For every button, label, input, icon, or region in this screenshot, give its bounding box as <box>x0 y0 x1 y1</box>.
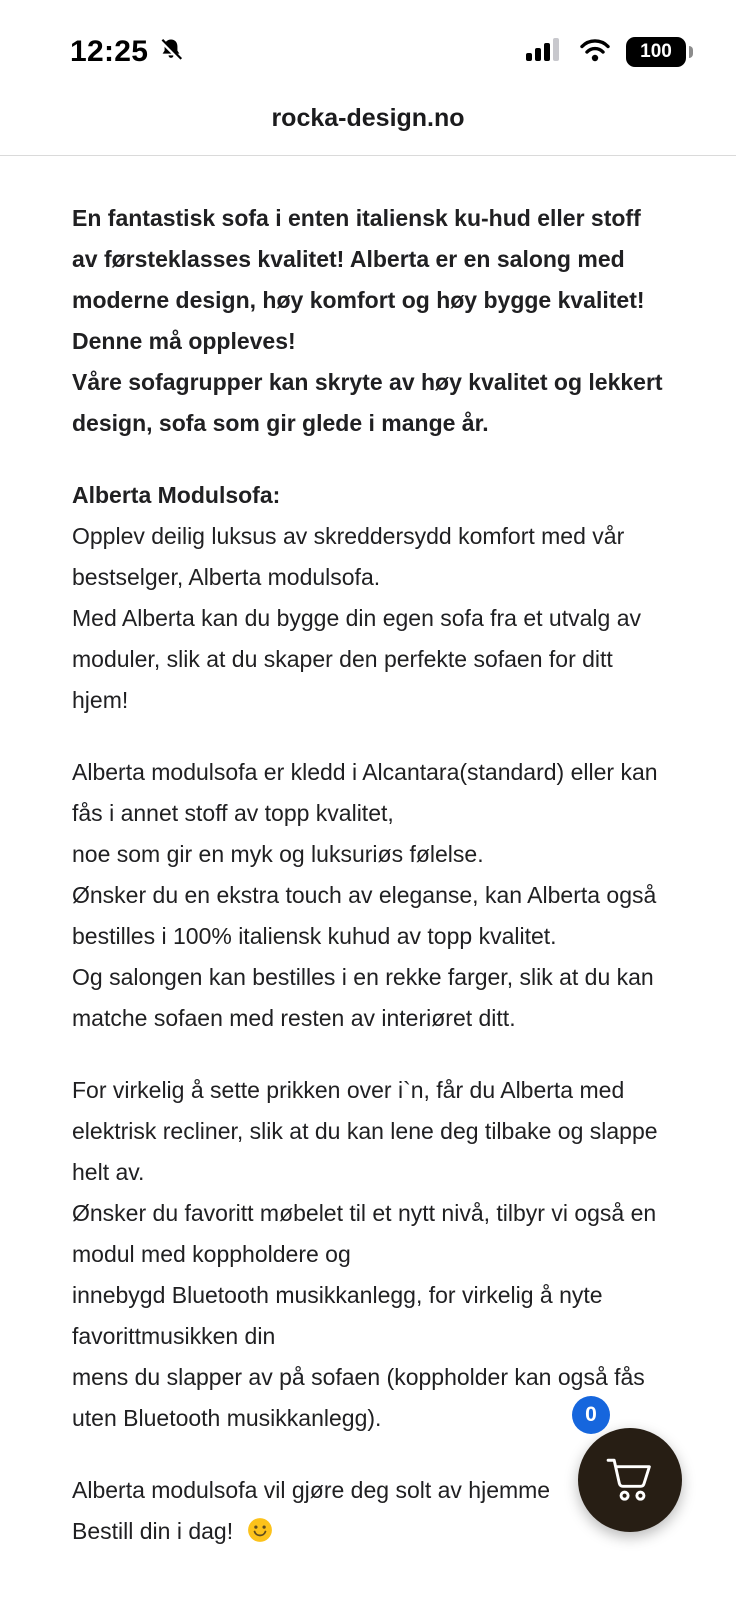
paragraph-line: Opplev deilig luksus av skreddersydd komfort med vår bestselger, Alberta modulsofa. <box>72 523 625 590</box>
closing-paragraph <box>72 1470 664 1556</box>
status-bar-right <box>526 37 686 68</box>
paragraph-line: Alberta modulsofa vil gjøre deg solt av hjemme <box>72 1477 551 1503</box>
cta-text: Bestill din i dag! <box>72 1518 234 1544</box>
paragraph-line: Med Alberta kan du bygge din egen sofa fra et utvalg av moduler, slik at du skaper den perfekte sofaen for ditt hjem! <box>72 605 641 713</box>
features-paragraph <box>72 1070 664 1439</box>
wifi-icon <box>578 37 612 68</box>
browser-title-bar <box>0 104 736 133</box>
paragraph-line: En fantastisk sofa i enten italiensk ku-hud eller stoff av førsteklasses kvalitet! Alberta er en salong med moderne design, høy komfort og høy bygge kvalitet! Denne må oppleves! <box>72 205 645 354</box>
materials-paragraph <box>72 752 664 1039</box>
paragraph-line: mens du slapper av på sofaen (koppholder kan også fås uten Bluetooth musikkanlegg). <box>72 1364 645 1431</box>
paragraph-line: noe som gir en myk og luksuriøs følelse. <box>72 841 484 867</box>
paragraph-line: Alberta modulsofa er kledd i Alcantara(standard) eller kan fås i annet stoff av topp kvalitet, <box>72 759 658 826</box>
header-divider <box>0 155 736 156</box>
clock: 12:25 <box>70 35 149 68</box>
paragraph-line: Og salongen kan bestilles i en rekke farger, slik at du kan matche sofaen med resten av interiøret ditt. <box>72 964 654 1031</box>
site-title: rocka-design.no <box>271 104 465 132</box>
paragraph-line: Ønsker du en ekstra touch av eleganse, kan Alberta også bestilles i 100% italiensk kuhud av topp kvalitet. <box>72 882 657 949</box>
status-bar <box>0 24 736 80</box>
section-heading: Alberta Modulsofa: <box>72 482 281 508</box>
smiling-face-emoji <box>247 1515 273 1556</box>
battery-icon <box>626 37 686 67</box>
status-bar-left <box>70 35 185 69</box>
paragraph-line: For virkelig å sette prikken over i`n, får du Alberta med elektrisk recliner, slik at du kan lene deg tilbake og slappe helt av. <box>72 1077 658 1185</box>
cellular-signal-icon <box>526 38 564 67</box>
paragraph-line: Ønsker du favoritt møbelet til et nytt nivå, tilbyr vi også en modul med koppholdere og <box>72 1200 657 1267</box>
cta-line <box>72 1511 664 1556</box>
page-content <box>72 198 664 1587</box>
intro-paragraph <box>72 198 664 444</box>
bell-slash-icon <box>157 36 185 69</box>
cart-button[interactable] <box>578 1403 682 1532</box>
cart-icon <box>605 1456 655 1505</box>
battery-percent: 100 <box>640 41 672 62</box>
battery-nub <box>689 46 693 58</box>
modulsofa-paragraph <box>72 475 664 721</box>
paragraph-line: Våre sofagrupper kan skryte av høy kvalitet og lekkert design, sofa som gir glede i mange år. <box>72 369 663 436</box>
paragraph-line: innebygd Bluetooth musikkanlegg, for virkelig å nyte favorittmusikken din <box>72 1282 603 1349</box>
cart-badge: 0 <box>572 1396 610 1434</box>
